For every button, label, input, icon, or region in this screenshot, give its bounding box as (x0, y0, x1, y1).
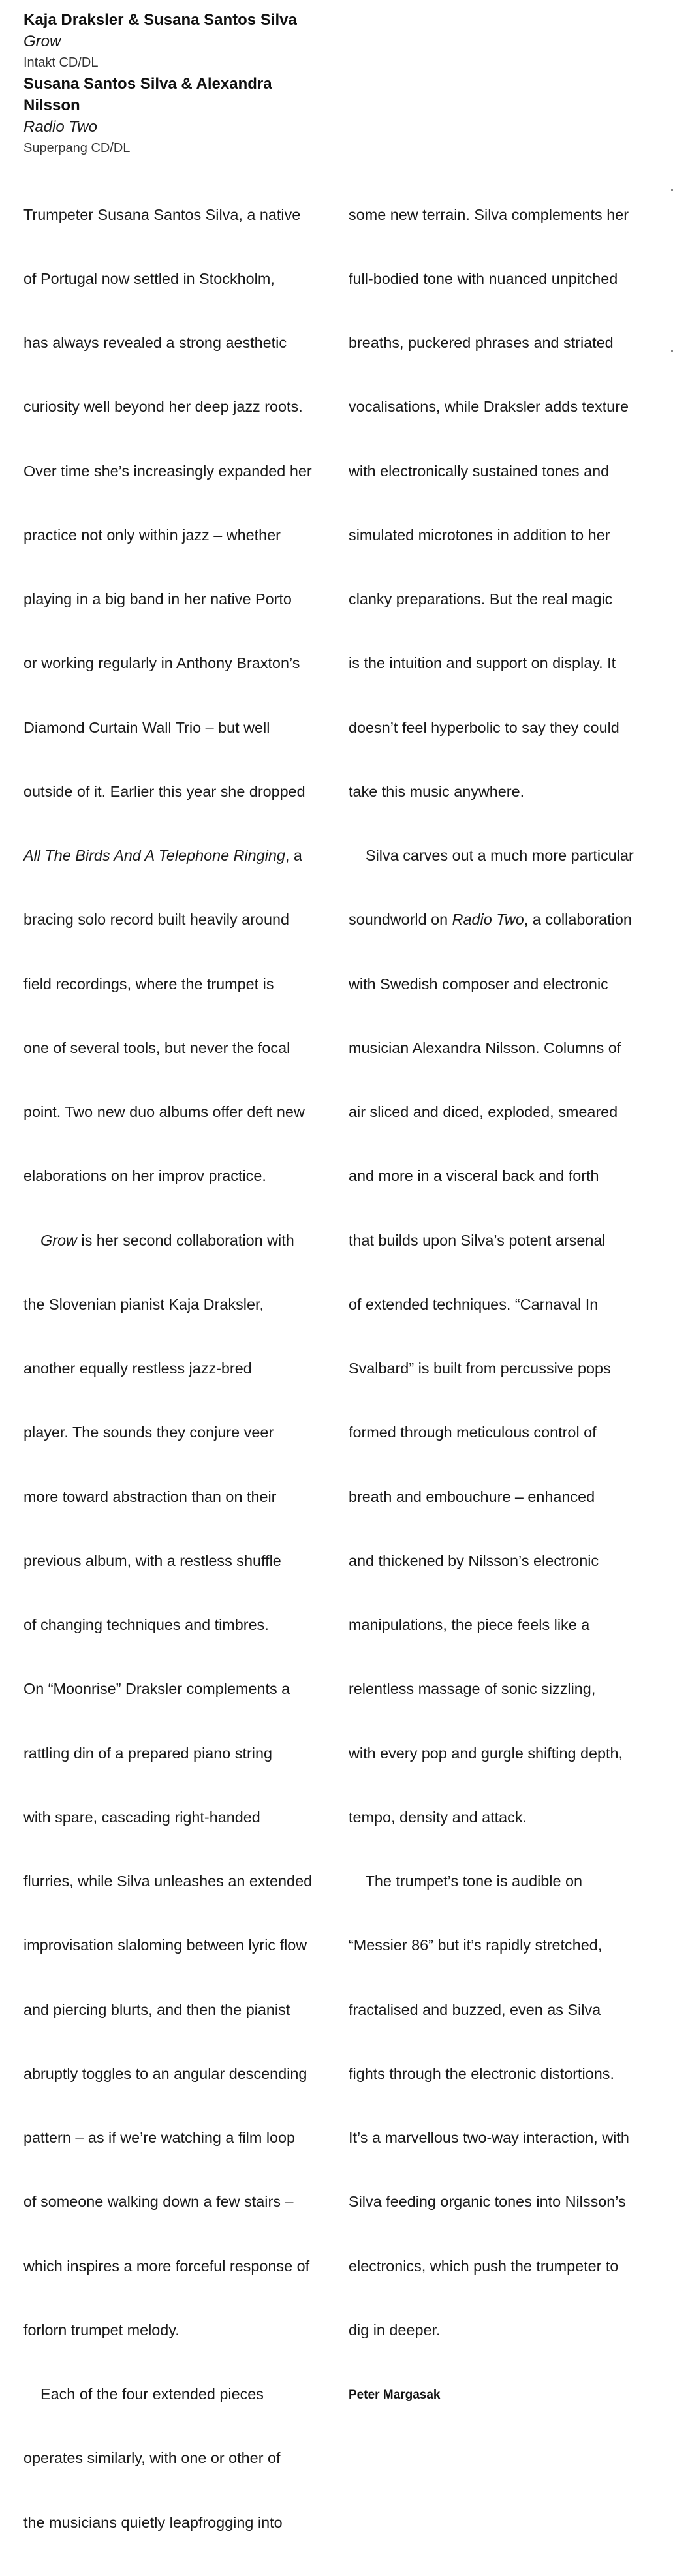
text-run: with electronically sustained tones and (349, 462, 610, 480)
text-line (23, 525, 330, 546)
text-line (23, 396, 330, 418)
text-line (23, 1935, 330, 1956)
text-run: that builds upon Silva’s potent arsenal (349, 1231, 606, 1249)
text-run: one of several tools, but never the focal (23, 1039, 290, 1056)
text-run: pattern – as if we’re watching a film loop (23, 2129, 296, 2146)
text-run: some new terrain. Silva complements her (349, 206, 629, 223)
text-line (23, 1614, 330, 1636)
text-line (349, 1101, 655, 1123)
text-line (349, 2191, 655, 2213)
text-run: improvisation slaloming between lyric flow (23, 1937, 307, 1954)
text-run: of changing techniques and timbres. (23, 1616, 269, 1633)
text-line (23, 332, 330, 354)
text-run: curiosity well beyond her deep jazz roots. (23, 398, 303, 416)
album-title-italic: All The Birds And A Telephone Ringing (23, 847, 285, 864)
text-run: air sliced and diced, exploded, smeared (349, 1103, 618, 1120)
text-line (23, 2063, 330, 2085)
text-line (23, 2512, 330, 2534)
text-line (349, 1614, 655, 1636)
text-run: with spare, cascading right-handed (23, 1808, 260, 1826)
text-run: take this music anywhere. (349, 782, 525, 800)
text-run: the Slovenian pianist Kaja Draksler, (23, 1295, 264, 1313)
text-run: playing in a big band in her native Porto (23, 590, 292, 607)
text-run: On “Moonrise” Draksler complements a (23, 1680, 290, 1698)
text-line (349, 781, 655, 803)
release-2-artist-line-2: Nilsson (23, 97, 80, 114)
text-line (23, 2384, 330, 2405)
text-run: clanky preparations. But the real magic (349, 590, 613, 607)
release-1-artist: Kaja Draksler & Susana Santos Silva (23, 11, 297, 29)
text-line (349, 268, 655, 290)
text-line (349, 1422, 655, 1443)
text-run: , a collaboration (524, 911, 632, 928)
text-run: outside of it. Earlier this year she dropped (23, 782, 305, 800)
text-line (349, 396, 655, 418)
text-run: point. Two new duo albums offer deft new (23, 1103, 305, 1120)
text-run: of extended techniques. “Carnaval In (349, 1295, 599, 1313)
text-run: the musicians quietly leapfrogging into (23, 2513, 283, 2531)
text-run: breath and embouchure – enhanced (349, 1488, 595, 1505)
text-run: or working regularly in Anthony Braxton’s (23, 654, 300, 672)
text-run: simulated microtones in addition to her (349, 526, 610, 544)
text-line (349, 1486, 655, 1508)
review-column-right (349, 161, 655, 2450)
text-line (349, 1294, 655, 1315)
text-run: operates similarly, with one or other of (23, 2449, 281, 2467)
text-line (23, 717, 330, 739)
text-run: tempo, density and attack. (349, 1808, 527, 1826)
text-run: practice not only within jazz – whether (23, 526, 281, 544)
text-run: relentless massage of sonic sizzling, (349, 1680, 596, 1698)
text-run: rattling din of a prepared piano string (23, 1744, 272, 1762)
text-line (349, 1999, 655, 2021)
text-line (349, 525, 655, 546)
text-run: Svalbard” is built from percussive pops (349, 1360, 611, 1377)
text-line (349, 332, 655, 354)
text-run: Silva carves out a much more particular (366, 847, 634, 864)
text-line (349, 1550, 655, 1572)
text-run: forlorn trumpet melody. (23, 2321, 180, 2338)
text-line (23, 1230, 330, 1251)
text-line (23, 845, 330, 866)
text-line (349, 589, 655, 610)
text-line (349, 1358, 655, 1379)
text-line (23, 2127, 330, 2149)
text-run: which inspires a more forceful response of (23, 2257, 310, 2275)
text-run: field recordings, where the trumpet is (23, 975, 274, 992)
text-line (23, 2447, 330, 2469)
text-run: of someone walking down a few stairs – (23, 2193, 294, 2211)
text-line (23, 2320, 330, 2341)
text-line (23, 1807, 330, 1828)
text-run: musician Alexandra Nilsson. Columns of (349, 1039, 621, 1056)
text-line (349, 204, 655, 226)
text-run: has always revealed a strong aesthetic (23, 334, 287, 351)
text-run: abruptly toggles to an angular descending (23, 2064, 307, 2082)
text-run: Over time she’s increasingly expanded her (23, 462, 312, 480)
release-header (23, 9, 330, 159)
text-line (349, 845, 655, 866)
text-run: breaths, puckered phrases and striated (349, 334, 614, 351)
text-run: electronics, which push the trumpeter to (349, 2257, 619, 2275)
text-run: Silva feeding organic tones into Nilsson’s (349, 2193, 626, 2211)
text-line (23, 909, 330, 930)
text-run: is the intuition and support on display. It (349, 654, 616, 672)
release-2-album: Radio Two (23, 118, 97, 136)
text-run: previous album, with a restless shuffle (23, 1552, 281, 1569)
text-line (349, 909, 655, 930)
text-run: and more in a visceral back and forth (349, 1167, 599, 1185)
text-line (23, 1294, 330, 1315)
text-run: player. The sounds they conjure veer (23, 1424, 274, 1441)
text-run: It’s a marvellous two-way interaction, with (349, 2129, 629, 2146)
text-line (23, 1678, 330, 1700)
text-line (349, 2127, 655, 2149)
text-line (349, 2320, 655, 2341)
review-column-left (23, 161, 330, 2576)
release-2-label: Superpang CD/DL (23, 141, 131, 155)
text-run: The trumpet’s tone is audible on (365, 1873, 583, 1890)
text-line (349, 717, 655, 739)
text-run: bracing solo record built heavily around (23, 911, 289, 928)
text-run: dig in deeper. (349, 2321, 441, 2338)
text-run: and piercing blurts, and then the pianist (23, 2001, 290, 2018)
text-line (349, 1037, 655, 1059)
reviewer-byline: Peter Margasak (349, 2388, 441, 2402)
text-run: , a (285, 847, 302, 864)
text-run: Trumpeter Susana Santos Silva, a native (23, 206, 301, 223)
text-line (23, 589, 330, 610)
text-line (23, 1422, 330, 1443)
text-run: Diamond Curtain Wall Trio – but well (23, 718, 270, 736)
text-run: full-bodied tone with nuanced unpitched (349, 269, 618, 287)
text-line (23, 1550, 330, 1572)
text-line (23, 1037, 330, 1059)
text-line (23, 1486, 330, 1508)
text-run: Each of the four extended pieces (40, 2385, 264, 2402)
text-line (23, 204, 330, 226)
text-line (349, 461, 655, 482)
text-run: vocalisations, while Draksler adds texture (349, 398, 629, 416)
text-run: and thickened by Nilsson’s electronic (349, 1552, 599, 1569)
text-line (23, 1871, 330, 1892)
text-line (23, 1165, 330, 1187)
text-run: more toward abstraction than on their (23, 1488, 277, 1505)
text-line (23, 1101, 330, 1123)
text-run: fractalised and buzzed, even as Silva (349, 2001, 601, 2018)
text-line (349, 652, 655, 674)
text-line (23, 781, 330, 803)
text-line (349, 1807, 655, 1828)
text-line (23, 652, 330, 674)
text-line (349, 1230, 655, 1251)
text-line (23, 1999, 330, 2021)
text-run: formed through meticulous control of (349, 1424, 597, 1441)
text-line (349, 1743, 655, 1764)
text-run: with every pop and gurgle shifting depth, (349, 1744, 623, 1762)
text-line (23, 2256, 330, 2277)
text-line (349, 2063, 655, 2085)
text-line (23, 974, 330, 995)
text-line (349, 1935, 655, 1956)
text-line (23, 1743, 330, 1764)
text-line (349, 974, 655, 995)
text-run: soundworld on (349, 911, 452, 928)
text-line (23, 268, 330, 290)
text-line (23, 2191, 330, 2213)
release-1-album: Grow (23, 33, 61, 50)
text-line (23, 1358, 330, 1379)
text-line (349, 1165, 655, 1187)
text-run: “Messier 86” but it’s rapidly stretched, (349, 1937, 603, 1954)
text-line (349, 1678, 655, 1700)
text-line (349, 1871, 655, 1892)
text-run: of Portugal now settled in Stockholm, (23, 269, 275, 287)
text-run: fights through the electronic distortions. (349, 2064, 614, 2082)
text-run: doesn’t feel hyperbolic to say they could (349, 718, 619, 736)
text-run: elaborations on her improv practice. (23, 1167, 266, 1185)
release-1-label: Intakt CD/DL (23, 55, 99, 70)
text-run: is her second collaboration with (76, 1231, 294, 1249)
text-run: with Swedish composer and electronic (349, 975, 608, 992)
album-title-italic: Grow (40, 1231, 77, 1249)
text-line (23, 461, 330, 482)
text-run: flurries, while Silva unleashes an extended (23, 1873, 313, 1890)
text-run: another equally restless jazz-bred (23, 1360, 252, 1377)
album-title-italic: Radio Two (452, 911, 524, 928)
release-2-artist-line-1: Susana Santos Silva & Alexandra (23, 75, 272, 93)
text-line (349, 2256, 655, 2277)
text-run: manipulations, the piece feels like a (349, 1616, 590, 1633)
